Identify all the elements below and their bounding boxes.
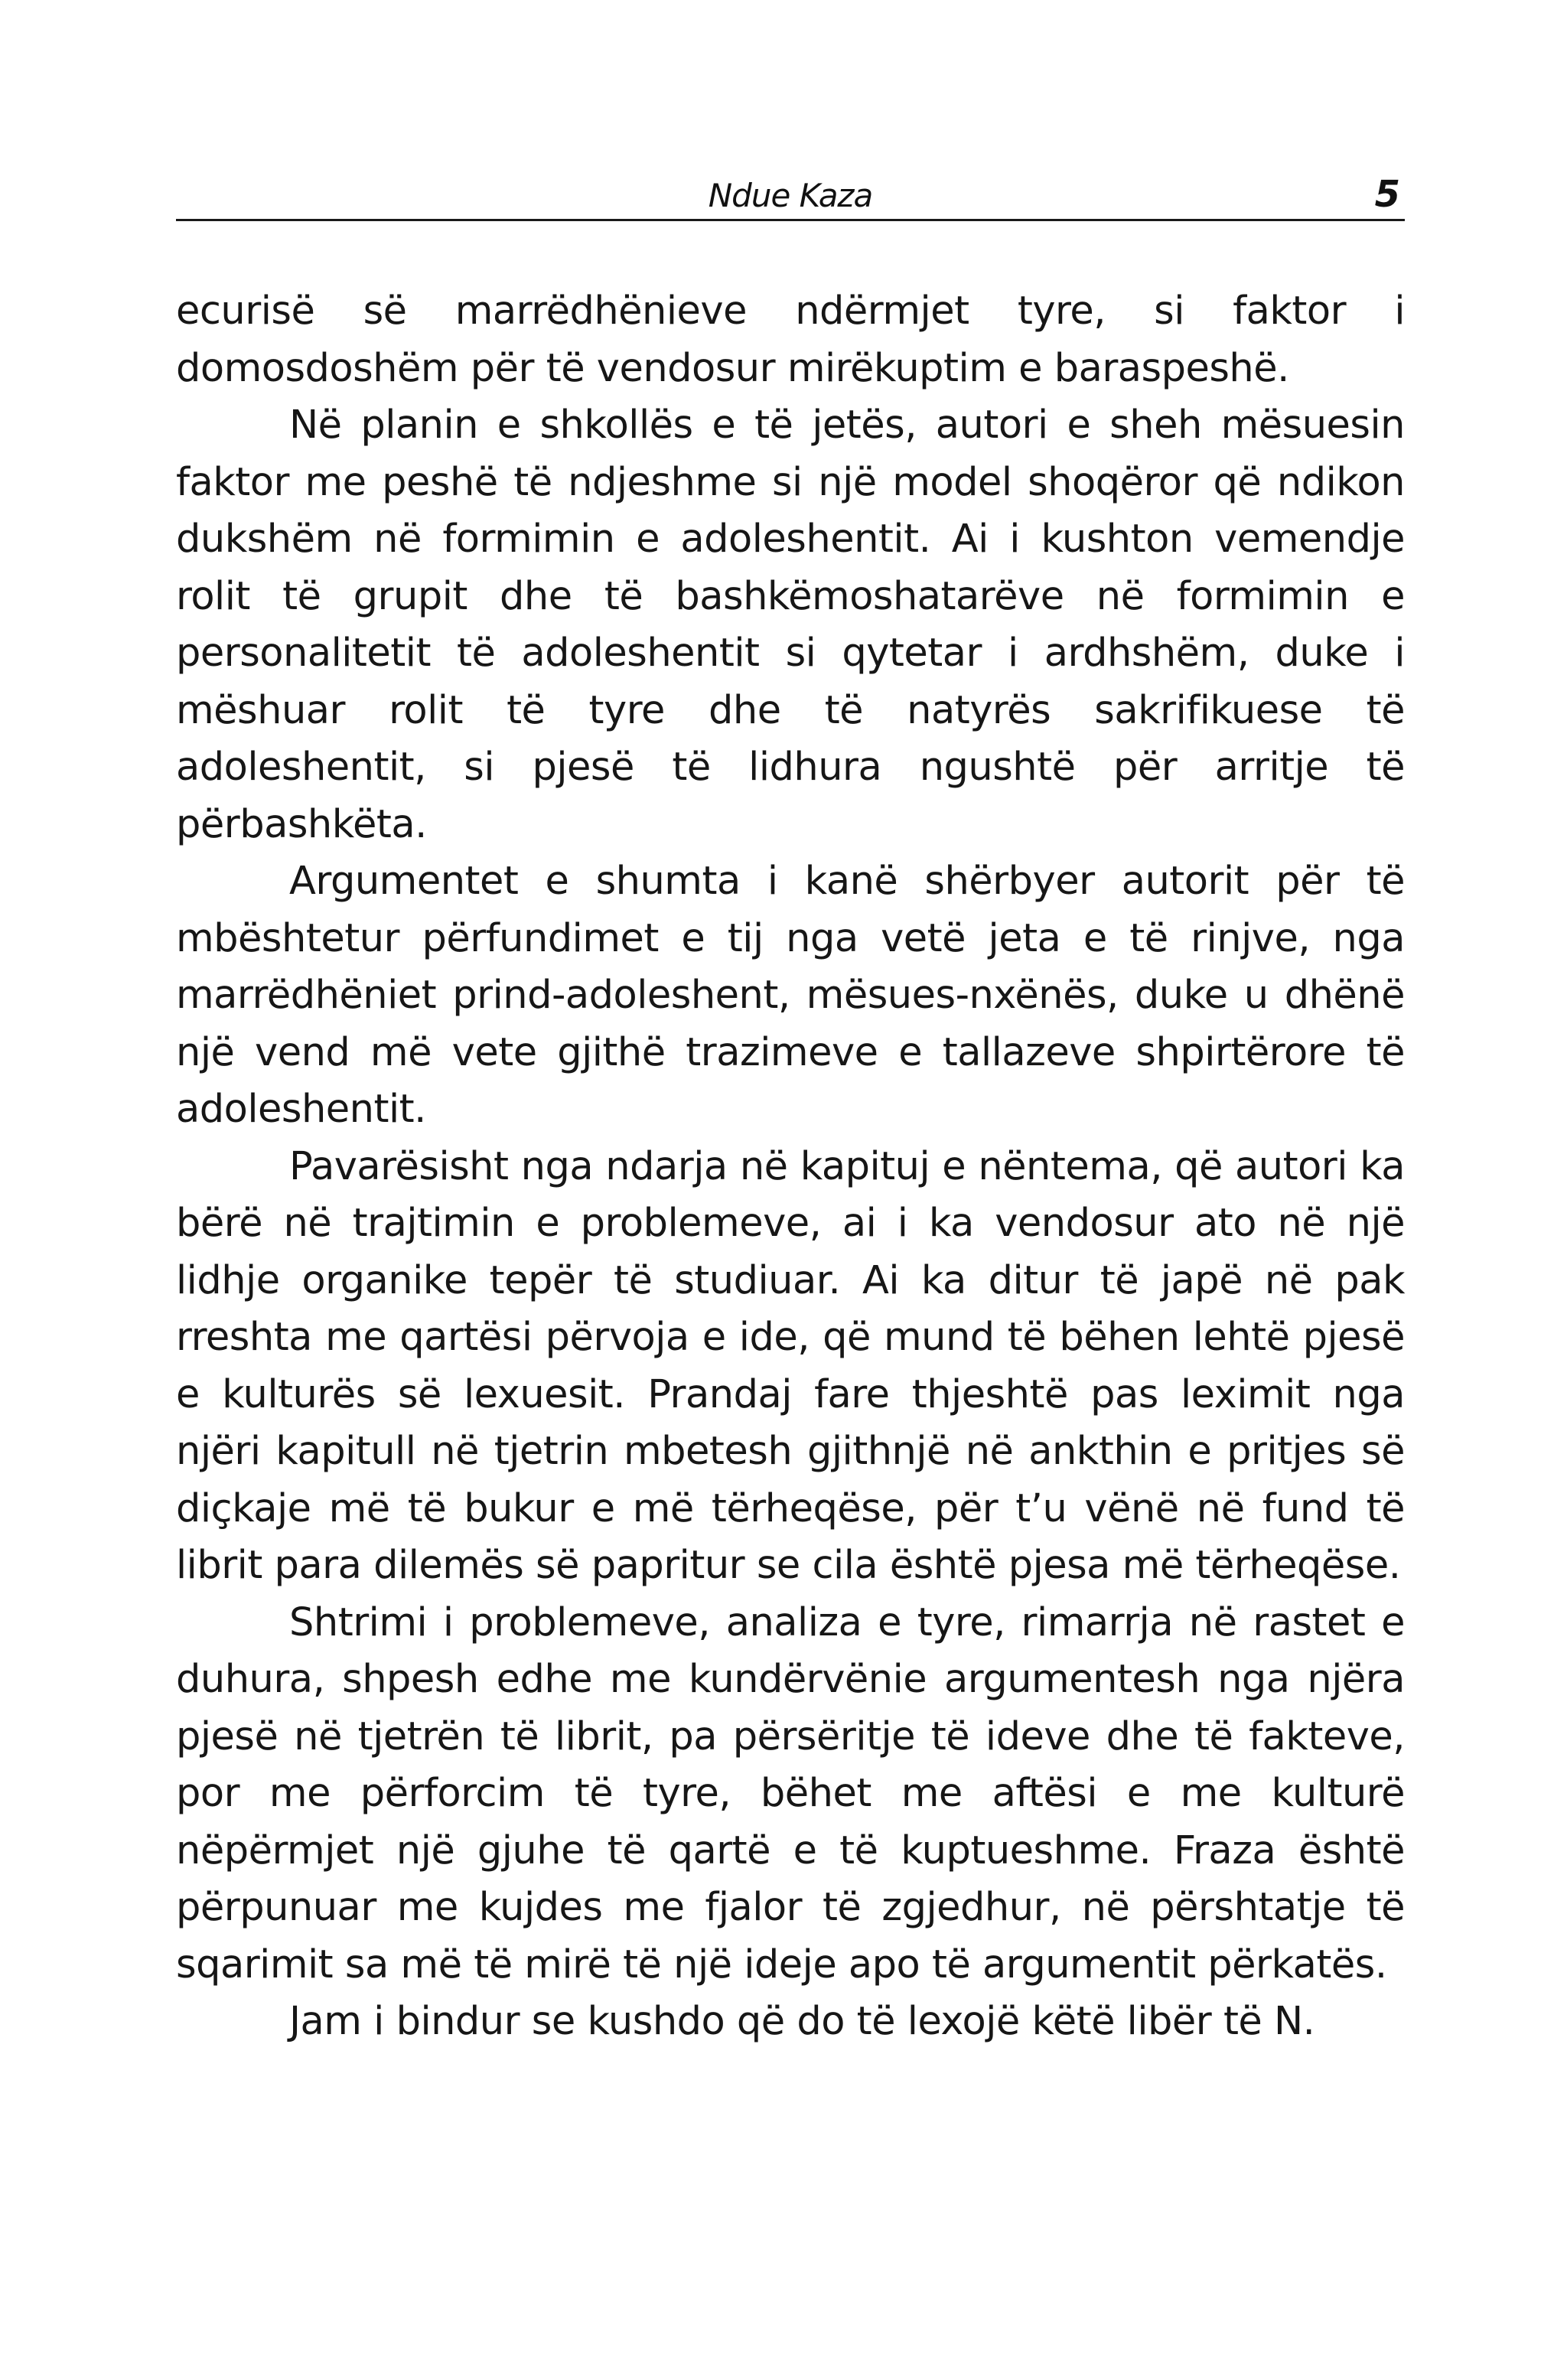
body-text [176,283,1405,2051]
paragraph-continued: ecurisë së marrëdhënieve ndërmjet tyre, si faktor i domosdoshëm për të vendosur mirëkuptim e baraspeshë. [176,289,1405,391]
paragraph: Shtrimi i problemeve, analiza e tyre, rimarrja në rastet e duhura, shpesh edhe me kundërvënie argumentesh nga njëra pjesë në tjetrën të librit, pa përsëritje të ideve dhe të fakteve, por me përforcim të tyre, bëhet me aftësi e me kulturë nëpërmjet një gjuhe të qartë e të kuptueshme. Fraza është përpunuar me kujdes me fjalor të zgjedhur, në përshtatje të sqarimit sa më të mirë të një ideje apo të argumentit përkatës. [176,1599,1405,1987]
paragraph: Pavarësisht nga ndarja në kapituj e nëntema, që autori ka bërë në trajtimin e problemeve, ai i ka vendosur ato në një lidhje organike tepër të studiuar. Ai ka ditur të japë në pak rreshta me qartësi përvoja e ide, që mund të bëhen lehtë pjesë e kulturës së lexuesit. Prandaj fare thjeshtë pas leximit nga njëri kapitull në tjetrin mbetesh gjithnjë në ankthin e pritjes së diçkaje më të bukur e më tërheqëse, për t’u vënë në fund të librit para dilemës së papritur se cila është pjesa më tërheqëse. [176,1143,1405,1588]
paragraph: Argumentet e shumta i kanë shërbyer autorit për të mbështetur përfundimet e tij nga vetë jeta e të rinjve, nga marrëdhëniet prind-adoleshent, mësues-nxënës, duke u dhënë një vend më vete gjithë trazimeve e tallazeve shpirtërore të adoleshentit. [176,859,1405,1132]
paragraph: Jam i bindur se kushdo që do të lexojë këtë libër të N. [289,1999,1315,2044]
paragraph: Në planin e shkollës e të jetës, autori e sheh mësuesin faktor me peshë të ndjeshme si një model shoqëror që ndikon dukshëm në formimin e adoleshentit. Ai i kushton vemendje rolit të grupit dhe të bashkëmoshatarëve në formimin e personalitetit të adoleshentit si qytetar i ardhshëm, duke i mëshuar rolit të tyre dhe të natyrës sakrifikuese të adoleshentit, si pjesë të lidhura ngushtë për arritje të përbashkëta. [176,403,1405,847]
page-number: 5 [1374,173,1400,216]
running-header [176,170,1405,221]
header-author-name: Ndue Kaza [708,177,873,214]
